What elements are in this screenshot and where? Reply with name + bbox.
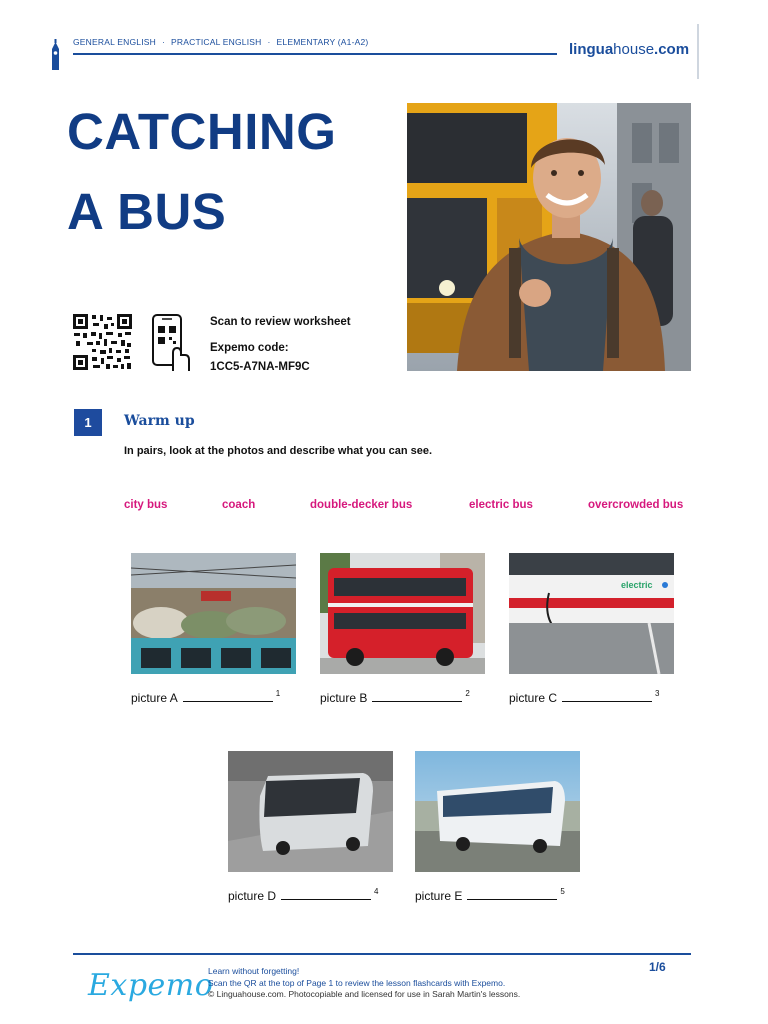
picture-c-photo: [509, 553, 674, 674]
breadcrumb: [73, 37, 368, 47]
picture-b-photo: [320, 553, 485, 674]
vocab-word: city bus: [124, 499, 168, 511]
big-ben-icon: [50, 39, 61, 70]
answer-blank[interactable]: [467, 890, 557, 900]
vocab-word: double-decker bus: [310, 499, 413, 511]
title-line-2: A BUS: [67, 183, 227, 240]
hero-photo-boy-and-bus: [407, 103, 691, 371]
scan-label: Scan to review worksheet: [210, 316, 351, 328]
answer-blank[interactable]: [281, 890, 371, 900]
footer-divider: [73, 953, 691, 955]
electric-sign-text: electric: [621, 580, 653, 590]
section-title: Warm up: [124, 413, 195, 429]
answer-number: 5: [560, 887, 565, 896]
picture-label: picture C: [509, 691, 558, 705]
breadcrumb-subject[interactable]: PRACTICAL ENGLISH: [171, 37, 262, 47]
section-number-badge: 1: [74, 409, 102, 436]
qr-code-icon[interactable]: [73, 314, 132, 370]
answer-blank[interactable]: [562, 692, 652, 702]
picture-e-photo: [415, 751, 580, 872]
picture-label: picture A: [131, 691, 178, 705]
answer-number: 2: [465, 689, 470, 698]
answer-number: 3: [655, 689, 660, 698]
footer-text: [208, 966, 520, 1001]
breadcrumb-level[interactable]: GENERAL ENGLISH: [73, 37, 156, 47]
picture-d-photo: [228, 751, 393, 872]
picture-e-caption: [415, 887, 565, 903]
picture-label: picture E: [415, 889, 463, 903]
answer-number: 1: [275, 689, 281, 698]
answer-blank[interactable]: [183, 692, 273, 702]
expemo-code-value: 1CC5-A7NA-MF9C: [210, 361, 310, 373]
picture-d-caption: [228, 887, 378, 903]
footer-copyright: © Linguahouse.com. Photocopiable and licensed for use in Sarah Martin's lessons.: [208, 989, 521, 999]
footer-instruction: Scan the QR at the top of Page 1 to review the lesson flashcards with Expemo.: [208, 977, 506, 988]
logo-bold-part: lingua: [569, 41, 614, 58]
logo-domain-part: .com: [654, 41, 690, 58]
answer-number: 4: [374, 887, 379, 896]
page-number: 1/6: [649, 960, 666, 974]
picture-a-caption: [131, 689, 280, 705]
breadcrumb-separator: ·: [267, 37, 271, 47]
vocab-word: electric bus: [469, 499, 533, 511]
footer-tagline: Learn without forgetting!: [208, 966, 300, 976]
picture-label: picture D: [228, 889, 277, 903]
logo-regular-part: house: [613, 41, 655, 58]
breadcrumb-separator: ·: [162, 37, 166, 47]
expemo-logo[interactable]: Expemo: [88, 968, 214, 1003]
header-divider: [73, 53, 557, 55]
picture-b-caption: [320, 689, 470, 705]
linguahouse-logo[interactable]: [569, 41, 689, 58]
title-line-1: CATCHING: [67, 103, 337, 160]
answer-blank[interactable]: [372, 692, 462, 702]
picture-label: picture B: [320, 691, 368, 705]
breadcrumb-grade[interactable]: ELEMENTARY (A1-A2): [276, 37, 369, 47]
expemo-code-label: Expemo code:: [210, 342, 289, 354]
vocab-word: coach: [222, 499, 256, 511]
section-instruction: In pairs, look at the photos and describe what you can see.: [124, 445, 433, 457]
page-title: [67, 92, 336, 252]
picture-c-caption: [509, 689, 659, 705]
expemo-info: [210, 313, 351, 377]
header-vertical-divider: [697, 24, 699, 79]
phone-scan-icon: [151, 313, 191, 371]
vocab-word: overcrowded bus: [588, 499, 684, 511]
picture-a-photo: [131, 553, 296, 674]
